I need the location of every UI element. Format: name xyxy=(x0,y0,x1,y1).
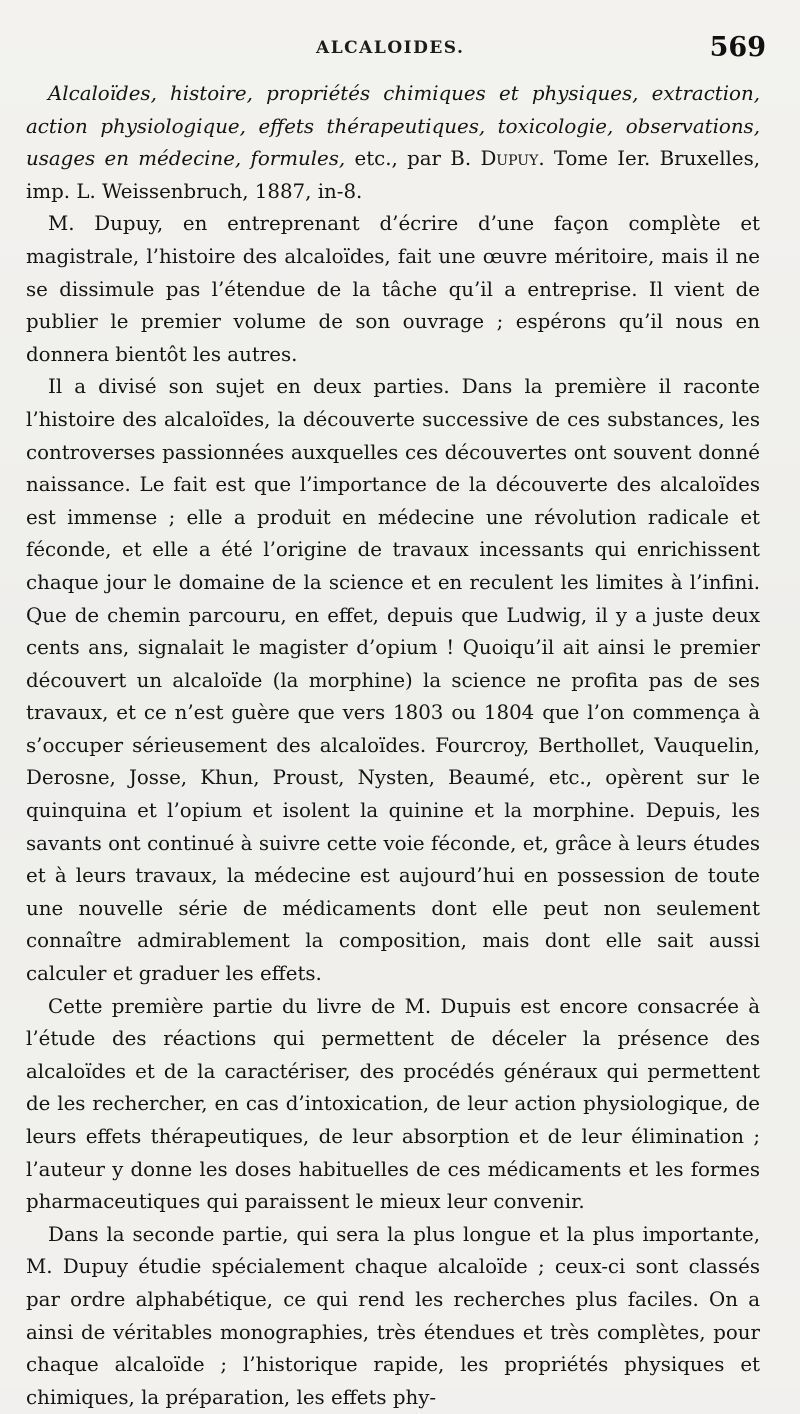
running-head: ALCALOIDES. xyxy=(316,38,465,58)
bibliography-title: Alcaloïdes, histoire, propriétés chimiques et physiques, extraction, action physiologique, effets thérapeutiques, toxicologie, observations, usages en médecine, formules, xyxy=(26,82,760,171)
paragraph-4: Dans la seconde partie, qui sera la plus longue et la plus importante, M. Dupuy étudie spécialement chaque alcaloïde ; ceux-ci sont classés par ordre alphabétique, ce qui rend les recherches plus faciles. On a ainsi de véritables monographies, très étendues et très complètes, pour chaque alcaloïde ; l’historique rapide, les propriétés physiques et chimiques, la préparation, les effets phy- xyxy=(26,1222,760,1409)
bibliography-entry xyxy=(26,78,760,208)
paragraph-1: M. Dupuy, en entreprenant d’écrire d’une façon complète et magistrale, l’histoire des alcaloïdes, fait une œuvre méritoire, mais il ne se dissimule pas l’étendue de la tâche qu’il a entreprise. Il vient de publier le premier volume de son ouvrage ; espérons qu’il nous en donnera bientôt les autres. xyxy=(26,212,760,366)
paragraph-3: Cette première partie du livre de M. Dupuis est encore consacrée à l’étude des réactions qui permettent de déceler la présence des alcaloïdes et de la caractériser, des procédés généraux qui permettent de les rechercher, en cas d’intoxication, de leur action physiologique, de leurs effets thérapeutiques, de leur absorption et de leur élimination ; l’auteur y donne les doses habituelles de ces médicaments et les formes pharmaceutiques qui paraissent le mieux leur convenir. xyxy=(26,994,760,1214)
bibliography-author: Dupuy xyxy=(480,147,539,171)
page-header xyxy=(26,24,766,78)
paragraph-2: Il a divisé son sujet en deux parties. Dans la première il raconte l’histoire des alcaloïdes, la découverte successive de ces substances, les controverses passionnées auxquelles ces découvertes ont souvent donné naissance. Le fait est que l’importance de la découverte des alcaloïdes est immense ; elle a produit en médecine une révolution radicale et féconde, et elle a été l’origine de travaux incessants qui enrichissent chaque jour le domaine de la science et en reculent les limites à l’infini. Que de chemin parcouru, en effet, depuis que Ludwig, il y a juste deux cents ans, signalait le magister d’opium ! Quoiqu’il ait ainsi le premier découvert un alcaloïde (la morphine) la science ne profita pas de ses travaux, et ce n’est guère que vers 1803 ou 1804 que l’on commença à s’occuper sérieusement des alcaloïdes. Fourcroy, Berthollet, Vauquelin, Derosne, Josse, Khun, Proust, Nysten, Beaumé, etc., opèrent sur le quinquina et l’opium et isolent la quinine et la morphine. Depuis, les savants ont continué à suivre cette voie féconde, et, grâce à leurs études et à leurs travaux, la médecine est aujourd’hui en possession de toute une nouvelle série de médicaments dont elle peut non seulement connaître admirablement la composition, mais dont elle sait aussi calculer et graduer les effets. xyxy=(26,375,760,986)
body-text xyxy=(26,78,760,1414)
bibliography-details: . Tome Ier. Bruxelles, imp. L. Weissenbruch, 1887, in-8. xyxy=(26,147,761,203)
bibliography-author-prefix: etc., par B. xyxy=(345,147,481,171)
page-number: 569 xyxy=(709,32,766,63)
